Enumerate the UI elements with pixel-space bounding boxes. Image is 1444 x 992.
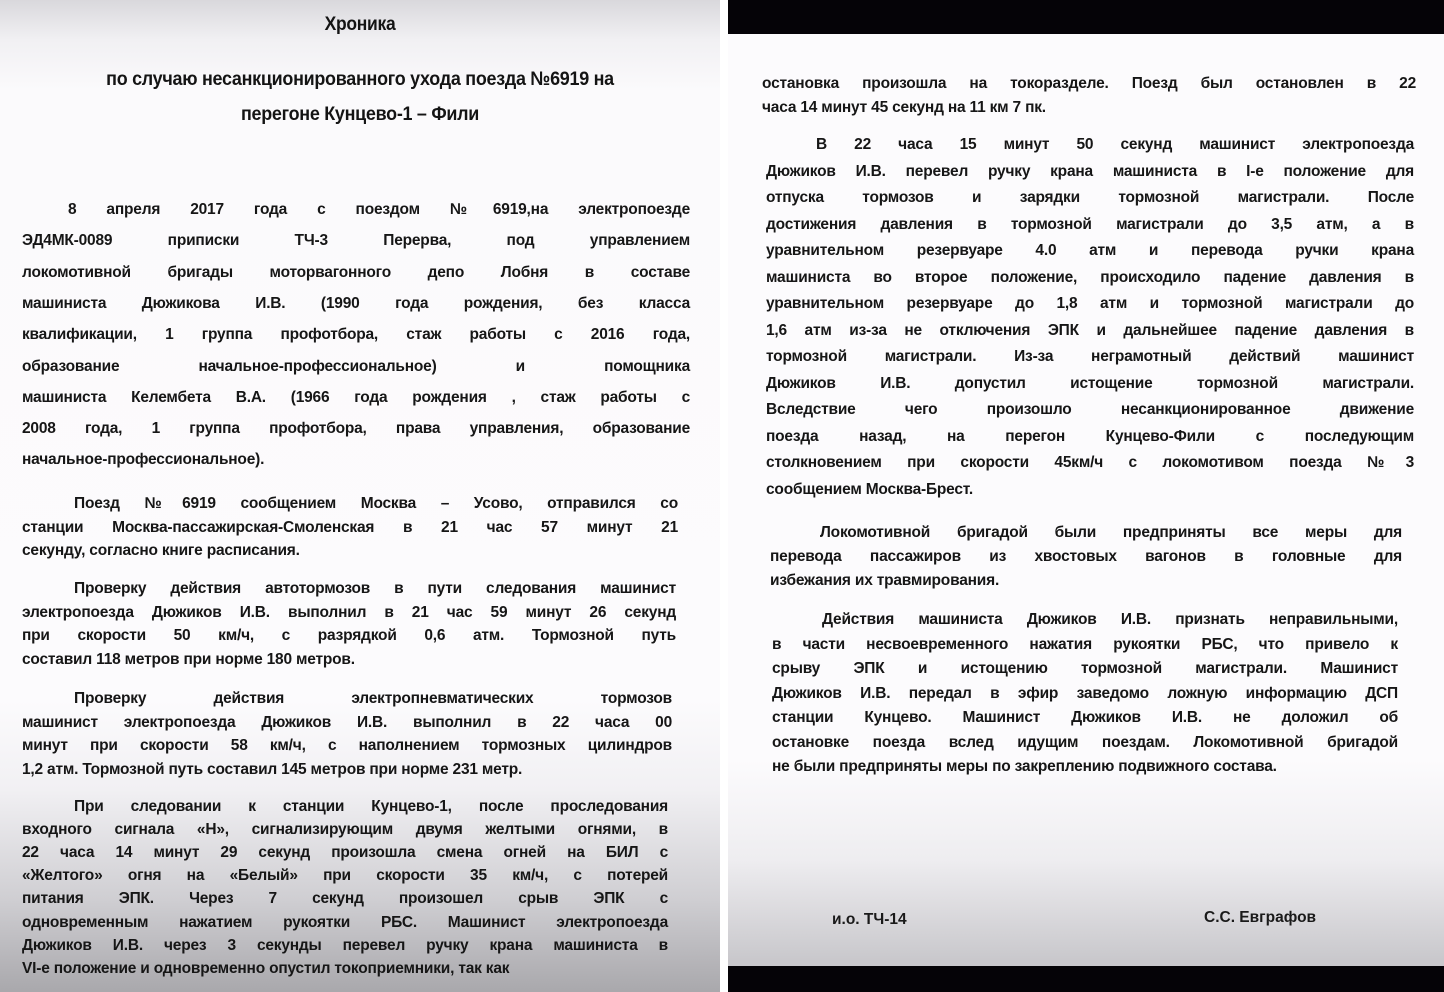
paragraph-line: Проверку действия электропневматических тормозов	[74, 690, 672, 707]
paragraph-line: избежания их травмирования.	[770, 572, 1000, 589]
paragraph-line: ЭД4МК-0089 приписки ТЧ-3 Перерва, под управлением	[22, 232, 690, 250]
paragraph-line: одновременным нажатием рукоятки РБС. Машинист электропоезда	[22, 913, 668, 931]
document-page-left	[0, 0, 720, 992]
paragraph-line: локомотивной бригады моторвагонного депо Лобня в составе	[22, 263, 690, 281]
paragraph-line: часа 14 минут 45 секунд на 11 км 7 пк.	[762, 99, 1046, 116]
paragraph-line: не были предприняты меры по закреплению подвижного состава.	[772, 758, 1277, 775]
paragraph-line: «Желтого» огня на «Белый» при скорости 35 км/ч, с потерей	[22, 867, 668, 885]
paragraph-line: питания ЭПК. Через 7 секунд произошел срыв ЭПК с	[22, 890, 668, 908]
paragraph-line: секунду, согласно книге расписания.	[22, 542, 300, 559]
paragraph-line: Дюжиков И.В. перевел ручку крана машиниста в I-е положение для	[766, 162, 1414, 180]
paragraph-line: при скорости 50 км/ч, с разрядкой 0,6 атм. Тормозной путь	[22, 627, 676, 644]
document-title: Хроника	[324, 14, 396, 35]
paragraph-line: квалификации, 1 группа профотбора, стаж работы с 2016 года,	[22, 326, 690, 344]
paragraph-line: столкновением при скорости 45км/ч с локомотивом поезда №3	[766, 454, 1414, 471]
paragraph-line: сообщением Москва-Брест.	[766, 480, 973, 498]
paragraph-line: В 22 часа 15 минут 50 секунд машинист электропоезда	[816, 136, 1414, 153]
paragraph-line: достижения давления в тормозной магистрали до 3,5 атм, а в	[766, 215, 1414, 233]
paragraph-line: уравнительном резервуаре 4.0 атм и перевода ручки крана	[766, 242, 1414, 259]
scan-border-top	[728, 0, 1444, 34]
signature-position: и.о. ТЧ-14	[832, 911, 907, 928]
paragraph-line: машиниста Дюжикова И.В. (1990 года рождения, без класса	[22, 294, 690, 312]
paragraph-line: 1,6 атм из-за не отключения ЭПК и дальнейшее падение давления в	[766, 321, 1414, 339]
signature-name: С.С. Евграфов	[1204, 909, 1317, 926]
paragraph-line: станции Кунцево. Машинист Дюжиков И.В. не доложил об	[772, 709, 1398, 726]
paragraph-line: машиниста во второе положение, происходило падение давления в	[766, 268, 1414, 286]
paragraph-line: начальное-профессиональное).	[22, 451, 265, 469]
paragraph-line: 2008 года, 1 группа профотбора, права управления, образование	[22, 420, 690, 438]
scan-border-bottom	[728, 966, 1444, 992]
paragraph-line: VI-е положение и одновременно опустил токоприемники, так как	[22, 959, 510, 977]
document-subtitle-line: перегоне Кунцево-1 – Фили	[240, 103, 480, 125]
paragraph-line: перевода пассажиров из хвостовых вагонов в головные для	[770, 548, 1402, 565]
paragraph-line: входного сигнала «Н», сигнализирующим двумя желтыми огнями, в	[22, 821, 668, 839]
paragraph-line: Локомотивной бригадой были предприняты все меры для	[820, 524, 1402, 541]
paragraph-line: отпуска тормозов и зарядки тормозной магистрали. После	[766, 189, 1414, 206]
paragraph-line: машинист электропоезда Дюжиков И.В. выполнил в 22 часа 00	[22, 713, 672, 731]
paragraph-line: Вследствие чего произошло несанкционированное движение	[766, 401, 1414, 418]
paragraph-line: При следовании к станции Кунцево-1, после проследования	[74, 798, 668, 815]
paragraph-line: образование начальное-профессиональное) и помощника	[22, 357, 690, 375]
paragraph-line: срыву ЭПК и истощению тормозной магистрали. Машинист	[772, 660, 1398, 677]
paragraph-line: Проверку действия автотормозов в пути следования машинист	[74, 580, 676, 597]
paragraph-line: остановка произошла на токоразделе. Поезд был остановлен в 22	[762, 75, 1416, 92]
paragraph-line: 22 часа 14 минут 29 секунд произошла смена огней на БИЛ с	[22, 844, 668, 862]
paragraph-line: поезда назад, на перегон Кунцево-Фили с последующим	[766, 427, 1414, 445]
paragraph-line: уравнительном резервуаре до 1,8 атм и тормозной магистрали до	[766, 295, 1414, 312]
paragraph-line: машиниста Келембета В.А. (1966 года рождения , стаж работы с	[22, 388, 690, 406]
paragraph-line: Поезд №6919 сообщением Москва – Усово, отправился со	[74, 495, 678, 512]
paragraph-line: электропоезда Дюжиков И.В. выполнил в 21 час 59 минут 26 секунд	[22, 603, 676, 621]
paragraph-line: остановке поезда вслед идущим поездам. Локомотивной бригадой	[772, 733, 1398, 751]
paragraph-line: 1,2 атм. Тормозной путь составил 145 метров при норме 231 метр.	[22, 760, 523, 778]
document-subtitle-line: по случаю несанкционированного ухода поезда №6919 на	[106, 68, 614, 90]
paragraph-line: составил 118 метров при норме 180 метров.	[22, 650, 355, 668]
paragraph-line: Дюжиков И.В. через 3 секунды перевел ручку крана машиниста в	[22, 936, 668, 954]
paragraph-line: Дюжиков И.В. передал в эфир заведомо ложную информацию ДСП	[772, 684, 1398, 702]
paragraph-line: Дюжиков И.В. допустил истощение тормозной магистрали.	[766, 374, 1414, 392]
paragraph-line: в части несвоевременного нажатия рукоятки РБС, что привело к	[772, 635, 1398, 653]
paragraph-line: Действия машиниста Дюжиков И.В. признать неправильными,	[822, 611, 1398, 628]
paragraph-line: 8 апреля 2017 года с поездом №6919,на электропоезде	[68, 201, 690, 218]
document-page-right	[728, 0, 1444, 992]
paragraph-line: минут при скорости 58 км/ч, с наполнением тормозных цилиндров	[22, 737, 672, 754]
paragraph-line: станции Москва-пассажирская-Смоленская в 21 час 57 минут 21	[22, 518, 678, 536]
paragraph-line: тормозной магистрали. Из-за неграмотный действий машинист	[766, 348, 1414, 365]
